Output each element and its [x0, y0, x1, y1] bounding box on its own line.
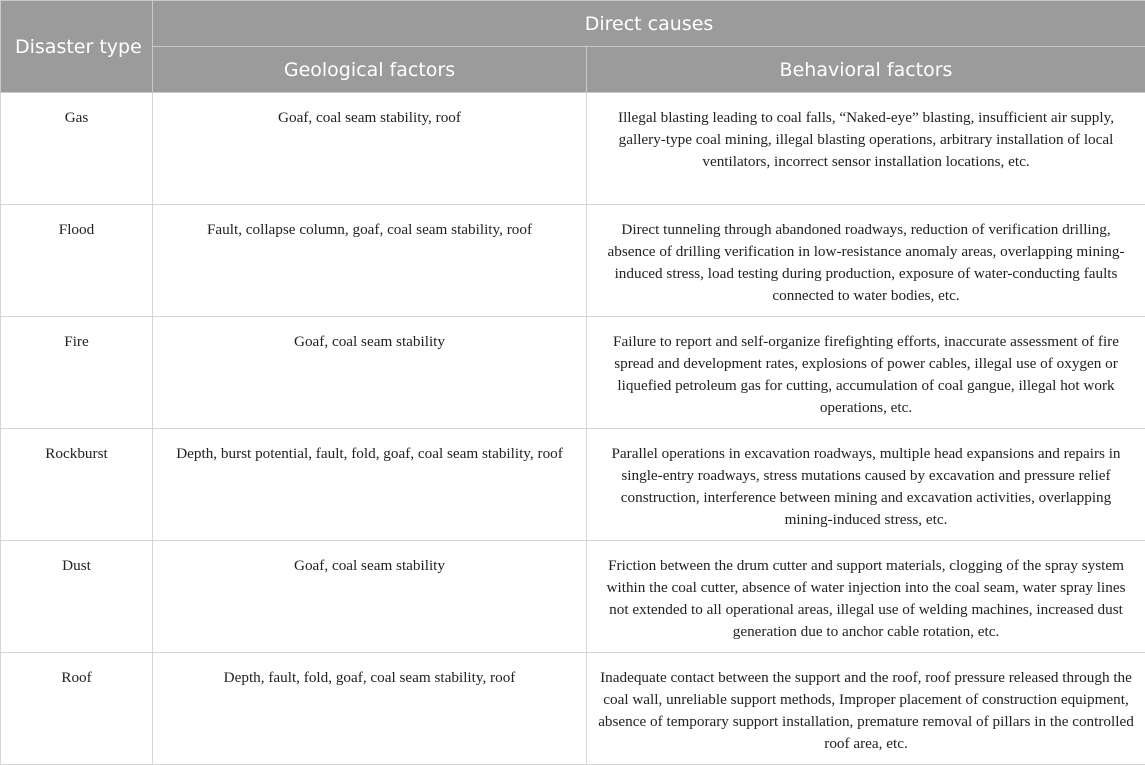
disaster-type-header: Disaster type: [1, 1, 153, 93]
geological-factors-header: Geological factors: [153, 47, 587, 93]
geological-factors-cell: Goaf, coal seam stability, roof: [153, 93, 587, 205]
disaster-type-cell: Fire: [1, 317, 153, 429]
table-row: [1, 653, 1145, 765]
geological-factors-cell: Depth, burst potential, fault, fold, goaf, coal seam stability, roof: [153, 429, 587, 541]
table-row: [1, 93, 1145, 205]
geological-factors-cell: Goaf, coal seam stability: [153, 317, 587, 429]
table-row: [1, 429, 1145, 541]
behavioral-factors-cell: Failure to report and self-organize firefighting efforts, inaccurate assessment of fire spread and development rates, explosions of power cables, illegal use of oxygen or liquefied petroleum gas for cutting, accumulation of coal gangue, illegal hot work operations, etc.: [587, 317, 1145, 429]
table-row: [1, 317, 1145, 429]
disaster-type-cell: Roof: [1, 653, 153, 765]
direct-causes-header: Direct causes: [153, 1, 1145, 47]
behavioral-factors-cell: Friction between the drum cutter and support materials, clogging of the spray system within the coal cutter, absence of water injection into the coal seam, water spray lines not extended to all operational areas, illegal use of welding machines, increased dust generation due to anchor cable rotation, etc.: [587, 541, 1145, 653]
disaster-type-cell: Rockburst: [1, 429, 153, 541]
geological-factors-cell: Goaf, coal seam stability: [153, 541, 587, 653]
table-body: [1, 93, 1145, 765]
disaster-type-cell: Flood: [1, 205, 153, 317]
behavioral-factors-cell: Illegal blasting leading to coal falls, “Naked-eye” blasting, insufficient air supply, gallery-type coal mining, illegal blasting operations, arbitrary installation of local ventilators, incorrect sensor installation locations, etc.: [587, 93, 1145, 205]
behavioral-factors-cell: Parallel operations in excavation roadways, multiple head expansions and repairs in single-entry roadways, stress mutations caused by excavation and pressure relief construction, interference between mining and excavation activities, overlapping mining-induced stress, etc.: [587, 429, 1145, 541]
behavioral-factors-cell: Inadequate contact between the support and the roof, roof pressure released through the coal wall, unreliable support methods, Improper placement of construction equipment, absence of temporary support installation, premature removal of pillars in the controlled roof area, etc.: [587, 653, 1145, 765]
header-row-top: [1, 1, 1145, 47]
table-row: [1, 541, 1145, 653]
header-row-sub: [1, 47, 1145, 93]
geological-factors-cell: Depth, fault, fold, goaf, coal seam stability, roof: [153, 653, 587, 765]
disaster-type-cell: Gas: [1, 93, 153, 205]
table-row: [1, 205, 1145, 317]
table-header: [1, 1, 1145, 93]
behavioral-factors-cell: Direct tunneling through abandoned roadways, reduction of verification drilling, absence of drilling verification in low-resistance anomaly areas, overlapping mining-induced stress, load testing during production, exposure of water-conducting faults connected to water bodies, etc.: [587, 205, 1145, 317]
geological-factors-cell: Fault, collapse column, goaf, coal seam stability, roof: [153, 205, 587, 317]
behavioral-factors-header: Behavioral factors: [587, 47, 1145, 93]
disaster-type-cell: Dust: [1, 541, 153, 653]
